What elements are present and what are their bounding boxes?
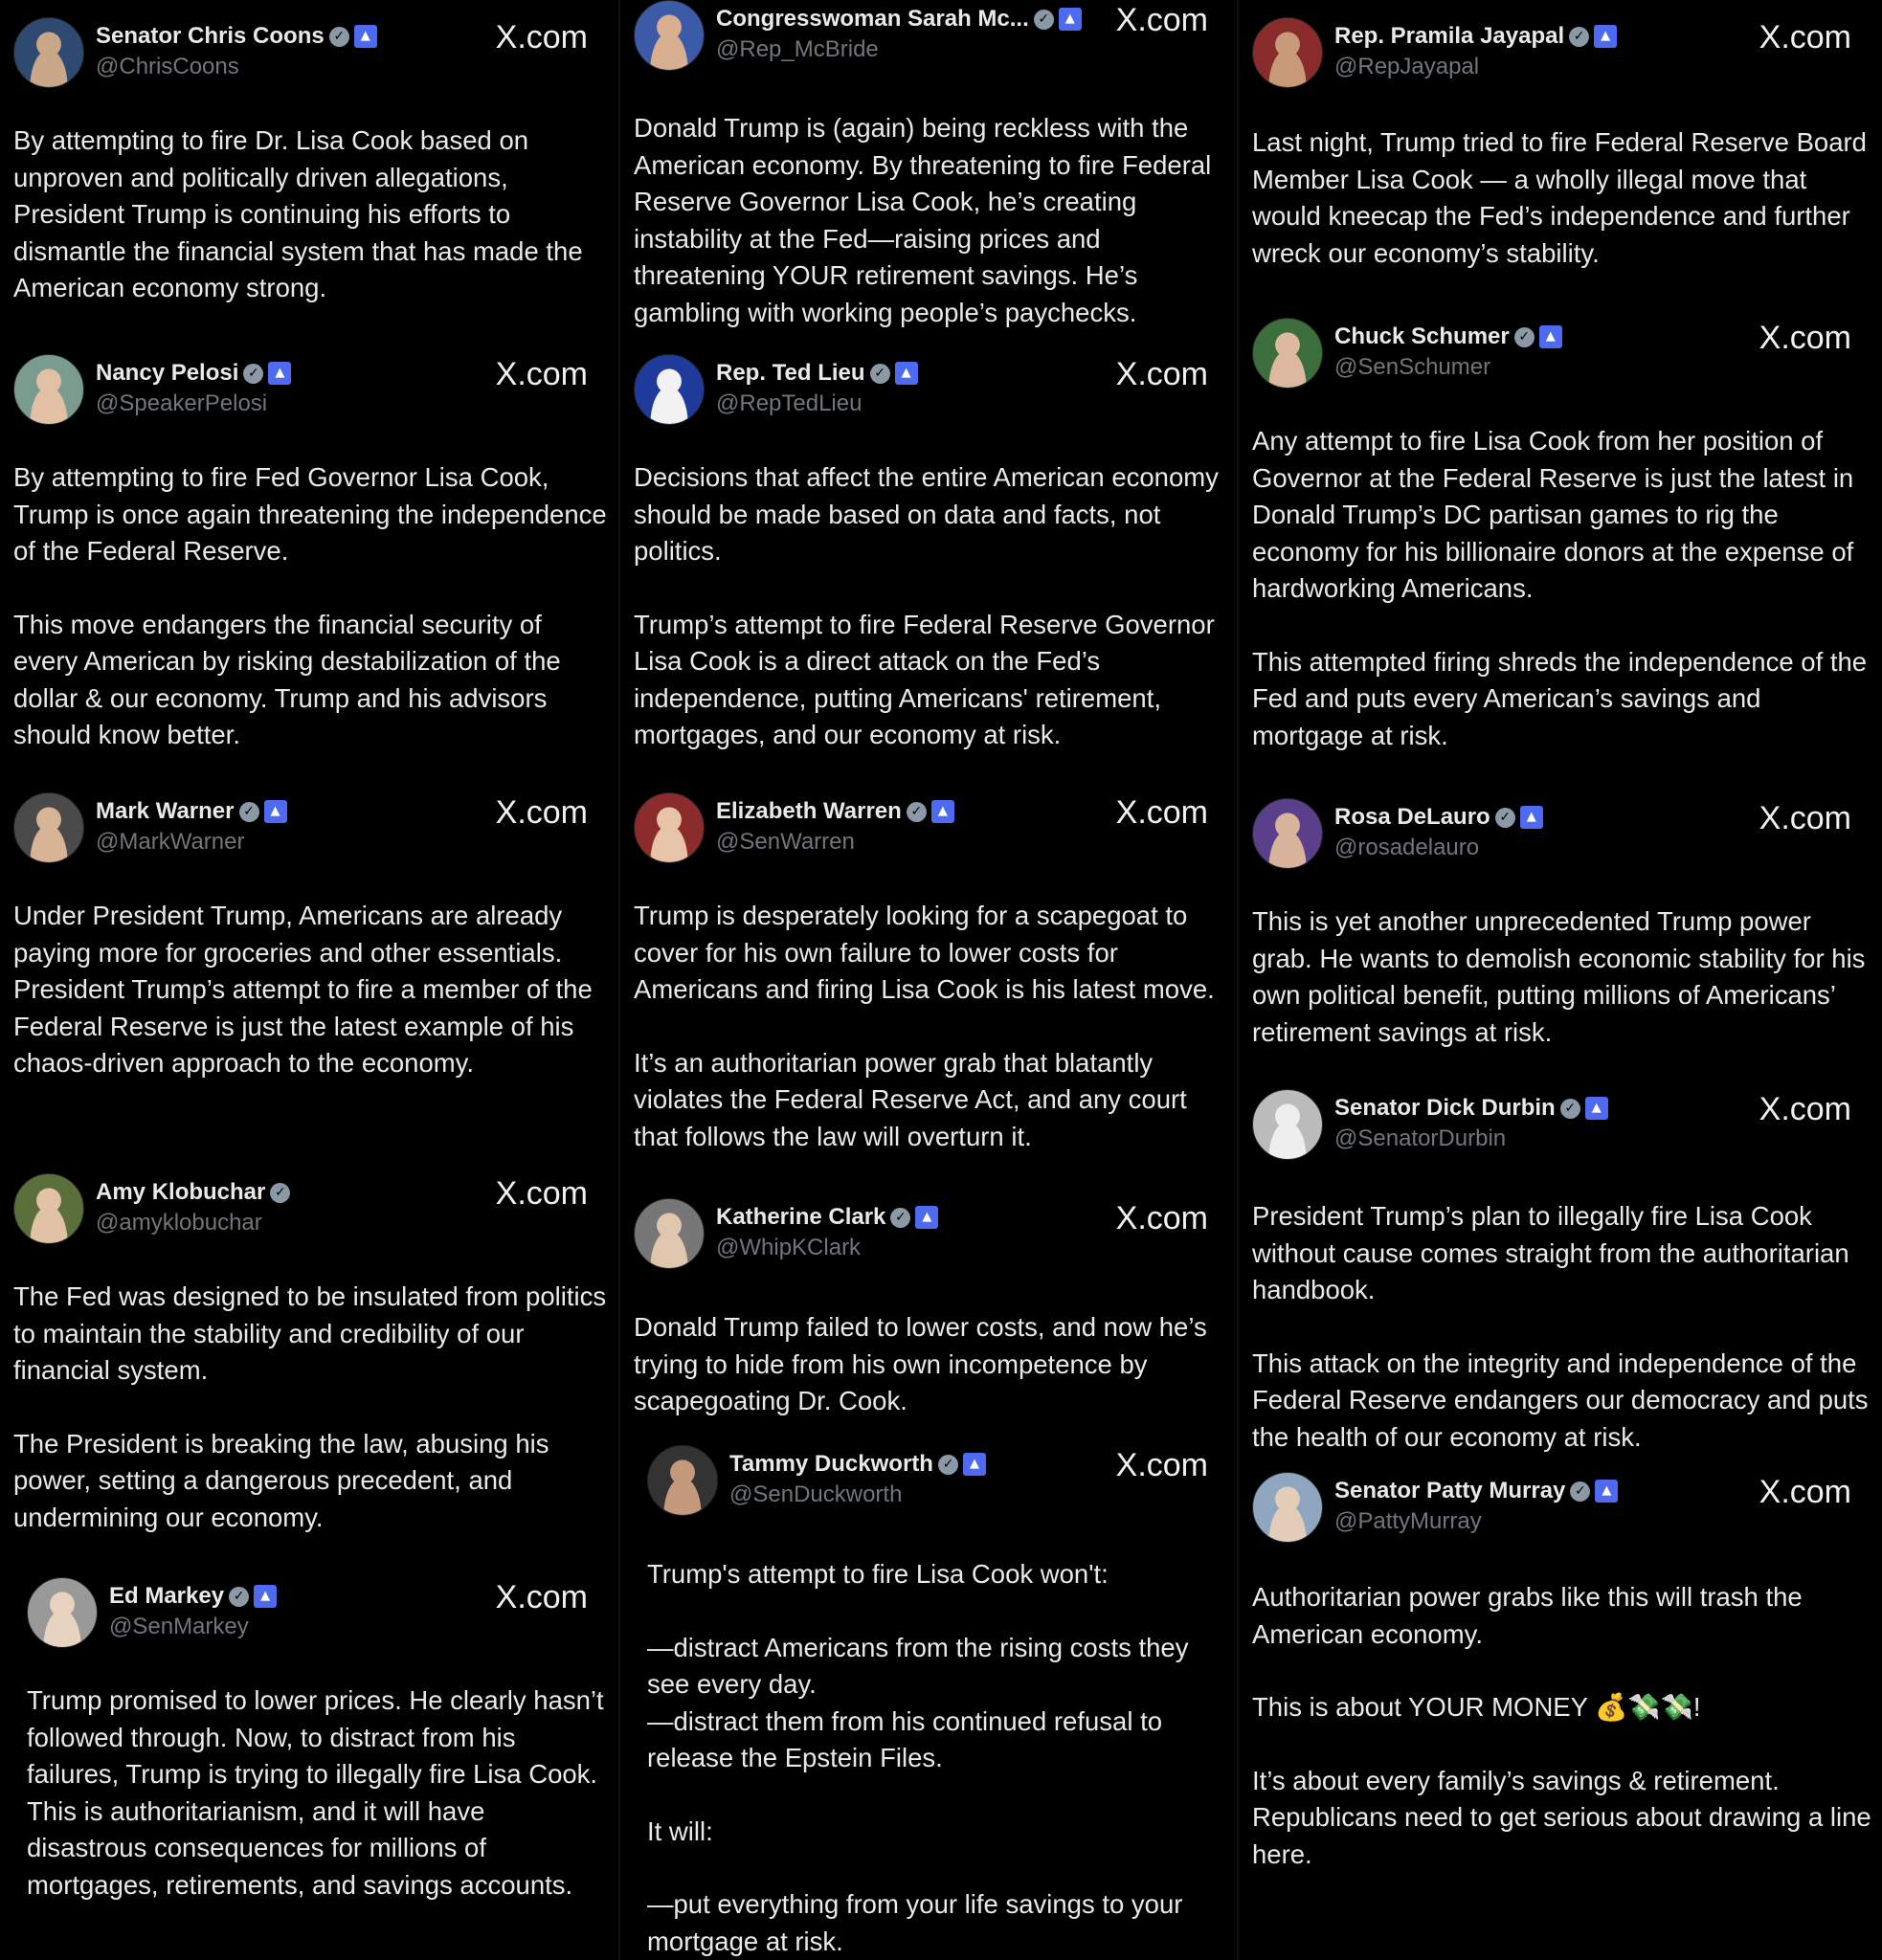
- tweet-paragraph: Donald Trump failed to lower costs, and now he’s trying to hide from his own incompetence by scapegoating Dr. Cook.: [634, 1312, 1207, 1415]
- tweet-text: [27, 1682, 609, 1904]
- author-handle[interactable]: @RepJayapal: [1334, 54, 1480, 79]
- tweet-paragraph: Any attempt to fire Lisa Cook from her position of Governor at the Federal Reserve is just the latest in Donald Trump’s DC partisan games to rig the economy for his billionaire donors at the expense of hardworking Americans.: [1252, 426, 1854, 603]
- tweet-card-senwarren[interactable]: [620, 775, 1239, 1177]
- x-com-logo: X.com: [495, 794, 588, 831]
- tweet-text: [634, 898, 1229, 1155]
- verified-check-icon: ✓: [1495, 808, 1515, 828]
- avatar[interactable]: [1252, 1472, 1323, 1543]
- author-handle[interactable]: @amyklobuchar: [96, 1210, 262, 1236]
- tweet-card-amyklobuchar[interactable]: [0, 1156, 618, 1556]
- verified-check-icon: ✓: [270, 1183, 290, 1203]
- x-com-logo: X.com: [1759, 800, 1851, 836]
- verified-check-icon: ✓: [239, 802, 259, 822]
- tweet-paragraph: Trump’s attempt to fire Federal Reserve Governor Lisa Cook is a direct attack on the Fed’s independence, putting Americans' retirement, mortgages, and our economy at risk.: [634, 609, 1215, 749]
- tweet-paragraph: This is about YOUR MONEY 💰💸💸!: [1252, 1692, 1701, 1722]
- author-name[interactable]: Senator Patty Murray: [1334, 1478, 1566, 1503]
- tweet-paragraph: Authoritarian power grabs like this will trash the American economy.: [1252, 1582, 1803, 1649]
- tweet-text: [13, 1279, 609, 1536]
- author-name[interactable]: Rosa DeLauro: [1334, 804, 1490, 830]
- avatar[interactable]: [634, 792, 705, 863]
- x-com-logo: X.com: [1759, 320, 1851, 356]
- tweet-card-senatordurbin[interactable]: [1239, 1074, 1882, 1457]
- author-name[interactable]: Senator Dick Durbin: [1334, 1095, 1556, 1121]
- tweet-card-repjayapal[interactable]: [1239, 0, 1882, 299]
- author-name[interactable]: Amy Klobuchar: [96, 1179, 266, 1205]
- tweet-text: [634, 459, 1229, 754]
- x-com-logo: X.com: [1115, 356, 1208, 392]
- x-com-logo: X.com: [1759, 19, 1851, 56]
- tweet-paragraph: By attempting to fire Dr. Lisa Cook based on unproven and politically driven allegations, President Trump is continuing his efforts to dismantle the financial system that has made the American economy strong.: [13, 125, 583, 302]
- column-divider: [618, 0, 620, 1960]
- verified-check-icon: ✓: [1569, 27, 1589, 47]
- tweet-paragraph: This attempted firing shreds the independence of the Fed and puts every American’s savings and mortgage at risk.: [1252, 646, 1868, 750]
- tweet-text: [1252, 124, 1872, 272]
- author-handle[interactable]: @WhipKClark: [716, 1235, 862, 1260]
- tweet-card-senschumer[interactable]: [1239, 301, 1882, 779]
- avatar[interactable]: [13, 792, 84, 863]
- author-name[interactable]: Ed Markey: [109, 1583, 225, 1609]
- government-capitol-icon: ▲: [895, 362, 918, 385]
- tweet-card-senduckworth[interactable]: [620, 1434, 1239, 1960]
- x-com-logo: X.com: [1115, 1200, 1208, 1236]
- tweet-card-pattymurray[interactable]: [1239, 1457, 1882, 1960]
- tweet-paragraph: Donald Trump is (again) being reckless with the American economy. By threatening to fire Federal Reserve Governor Lisa Cook, he’s creating instability at the Fed—raising prices and threatening YOUR retirement savings. He’s gambling with working people’s paychecks.: [634, 113, 1212, 327]
- government-capitol-icon: ▲: [1520, 806, 1543, 829]
- author-name[interactable]: Chuck Schumer: [1334, 323, 1510, 349]
- x-com-logo: X.com: [1115, 794, 1208, 831]
- tweet-card-chriscoons[interactable]: [0, 0, 618, 333]
- x-com-logo: X.com: [1759, 1474, 1851, 1510]
- government-capitol-icon: ▲: [1059, 8, 1082, 31]
- tweet-card-rep-mcbride[interactable]: [620, 0, 1239, 333]
- tweet-paragraph: —put everything from your life savings to your mortgage at risk.: [647, 1889, 1183, 1956]
- tweet-paragraph: It will:: [647, 1815, 713, 1846]
- government-capitol-icon: ▲: [1585, 1097, 1608, 1120]
- tweet-text: [13, 459, 609, 754]
- verified-check-icon: ✓: [870, 364, 890, 384]
- tweet-paragraph: Trump promised to lower prices. He clearly hasn’t followed through. Now, to distract from his failures, Trump is trying to illegally fire Lisa Cook. This is authoritarianism, and it will have disastrous consequences for millions of mortgages, retirements, and savings accounts.: [27, 1685, 604, 1900]
- author-name[interactable]: Nancy Pelosi: [96, 360, 239, 386]
- tweet-paragraph: This is yet another unprecedented Trump power grab. He wants to demolish economic stability for his own political benefit, putting millions of Americans’ retirement savings at risk.: [1252, 906, 1866, 1047]
- government-capitol-icon: ▲: [268, 362, 291, 385]
- author-handle[interactable]: @SenSchumer: [1334, 354, 1491, 380]
- tweet-paragraph: Under President Trump, Americans are already paying more for groceries and other essentials. President Trump’s attempt to fire a member of the Federal Reserve is just the latest example of his chaos-driven approach to the economy.: [13, 901, 593, 1078]
- government-capitol-icon: ▲: [254, 1585, 277, 1608]
- author-handle[interactable]: @ChrisCoons: [96, 54, 239, 79]
- tweet-card-whipkclark[interactable]: [620, 1187, 1239, 1431]
- author-handle[interactable]: @Rep_McBride: [716, 36, 879, 62]
- author-name[interactable]: Katherine Clark: [716, 1204, 886, 1230]
- government-capitol-icon: ▲: [1539, 325, 1562, 348]
- author-name[interactable]: Congresswoman Sarah Mc...: [716, 6, 1029, 32]
- author-handle[interactable]: @rosadelauro: [1334, 835, 1480, 860]
- tweet-text: [1252, 1579, 1872, 1873]
- verified-check-icon: ✓: [243, 364, 263, 384]
- tweet-text: [634, 110, 1229, 331]
- tweet-paragraph: It’s about every family’s savings & retirement. Republicans need to get serious about drawing a line here.: [1252, 1765, 1871, 1869]
- verified-check-icon: ✓: [329, 27, 349, 47]
- tweet-card-speakerpelosi[interactable]: [0, 337, 618, 769]
- tweet-text: [1252, 1198, 1872, 1456]
- x-com-logo: X.com: [495, 356, 588, 392]
- government-capitol-icon: ▲: [963, 1453, 986, 1476]
- tweet-paragraph: This move endangers the financial security of every American by risking destabilization of the dollar & our economy. Trump and his advisors should know better.: [13, 609, 561, 749]
- avatar[interactable]: [634, 1198, 705, 1269]
- tweet-text: [1252, 903, 1872, 1051]
- tweet-paragraph: By attempting to fire Fed Governor Lisa Cook, Trump is once again threatening the independence of the Federal Reserve.: [13, 462, 607, 566]
- government-capitol-icon: ▲: [354, 25, 377, 48]
- author-name[interactable]: Senator Chris Coons: [96, 23, 325, 49]
- author-handle[interactable]: @SenMarkey: [109, 1614, 249, 1639]
- tweet-paragraph: This attack on the integrity and independence of the Federal Reserve endangers our democracy and puts the health of our economy at risk.: [1252, 1348, 1869, 1452]
- avatar[interactable]: [1252, 17, 1323, 88]
- avatar[interactable]: [1252, 798, 1323, 869]
- author-name[interactable]: Rep. Ted Lieu: [716, 360, 865, 386]
- government-capitol-icon: ▲: [1595, 1480, 1618, 1503]
- x-com-logo: X.com: [495, 1579, 588, 1615]
- author-handle[interactable]: @SenatorDurbin: [1334, 1125, 1507, 1151]
- tweet-text: [13, 898, 609, 1082]
- author-handle[interactable]: @MarkWarner: [96, 829, 245, 855]
- government-capitol-icon: ▲: [264, 800, 287, 823]
- tweet-paragraph: The Fed was designed to be insulated from politics to maintain the stability and credibility of our financial system.: [13, 1281, 607, 1385]
- tweet-card-reptedlieu[interactable]: [620, 337, 1239, 769]
- tweet-text: [647, 1556, 1229, 1960]
- tweet-paragraph: The President is breaking the law, abusing his power, setting a dangerous precedent, and undermining our economy.: [13, 1428, 549, 1532]
- author-name[interactable]: Mark Warner: [96, 798, 235, 824]
- tweet-paragraph: President Trump’s plan to illegally fire Lisa Cook without cause comes straight from the authoritarian handbook.: [1252, 1201, 1849, 1304]
- verified-check-icon: ✓: [938, 1455, 958, 1475]
- government-capitol-icon: ▲: [915, 1206, 938, 1229]
- author-name[interactable]: Tammy Duckworth: [729, 1451, 933, 1477]
- avatar[interactable]: [27, 1577, 98, 1648]
- government-capitol-icon: ▲: [1594, 25, 1617, 48]
- avatar[interactable]: [13, 17, 84, 88]
- x-com-logo: X.com: [1115, 2, 1208, 38]
- tweet-text: [1252, 423, 1872, 754]
- verified-check-icon: ✓: [1570, 1481, 1590, 1502]
- verified-check-icon: ✓: [890, 1208, 910, 1228]
- government-capitol-icon: ▲: [931, 800, 954, 823]
- tweet-paragraph: Decisions that affect the entire American economy should be made based on data and facts, not politics.: [634, 462, 1219, 566]
- verified-check-icon: ✓: [1034, 10, 1054, 30]
- avatar[interactable]: [1252, 318, 1323, 389]
- avatar[interactable]: [634, 0, 705, 71]
- avatar[interactable]: [647, 1445, 718, 1516]
- author-handle[interactable]: @RepTedLieu: [716, 390, 863, 416]
- x-com-logo: X.com: [1115, 1447, 1208, 1483]
- verified-check-icon: ✓: [907, 802, 927, 822]
- x-com-logo: X.com: [495, 19, 588, 56]
- x-com-logo: X.com: [495, 1175, 588, 1212]
- tweet-card-rosadelauro[interactable]: [1239, 781, 1882, 1070]
- author-handle[interactable]: @PattyMurray: [1334, 1508, 1482, 1534]
- author-handle[interactable]: @SpeakerPelosi: [96, 390, 268, 416]
- tweet-card-senmarkey[interactable]: [0, 1560, 618, 1960]
- tweet-paragraph: It’s an authoritarian power grab that blatantly violates the Federal Reserve Act, and any court that follows the law will overturn it.: [634, 1047, 1187, 1151]
- avatar[interactable]: [1252, 1089, 1323, 1160]
- tweet-paragraph: Last night, Trump tried to fire Federal Reserve Board Member Lisa Cook — a wholly illegal move that would kneecap the Fed’s independence and further wreck our economy’s stability.: [1252, 127, 1867, 268]
- tweet-text: [13, 122, 609, 307]
- verified-check-icon: ✓: [229, 1587, 249, 1607]
- avatar[interactable]: [634, 354, 705, 425]
- x-com-logo: X.com: [1759, 1091, 1851, 1127]
- verified-check-icon: ✓: [1560, 1099, 1580, 1119]
- tweet-paragraph: Trump's attempt to fire Lisa Cook won't:: [647, 1559, 1109, 1589]
- author-name[interactable]: Elizabeth Warren: [716, 798, 902, 824]
- avatar[interactable]: [13, 1173, 84, 1244]
- tweet-card-markwarner[interactable]: [0, 775, 618, 1153]
- tweet-text: [634, 1309, 1229, 1420]
- avatar[interactable]: [13, 354, 84, 425]
- author-handle[interactable]: @SenWarren: [716, 829, 855, 855]
- author-name[interactable]: Rep. Pramila Jayapal: [1334, 23, 1565, 49]
- author-handle[interactable]: @SenDuckworth: [729, 1481, 903, 1507]
- tweet-paragraph: —distract Americans from the rising costs they see every day. —distract them from his continued refusal to release the Epstein Files.: [647, 1632, 1189, 1772]
- tweet-paragraph: Trump is desperately looking for a scapegoat to cover for his own failure to lower costs for Americans and firing Lisa Cook is his latest move.: [634, 901, 1215, 1004]
- verified-check-icon: ✓: [1514, 327, 1535, 347]
- column-divider: [1237, 0, 1239, 1960]
